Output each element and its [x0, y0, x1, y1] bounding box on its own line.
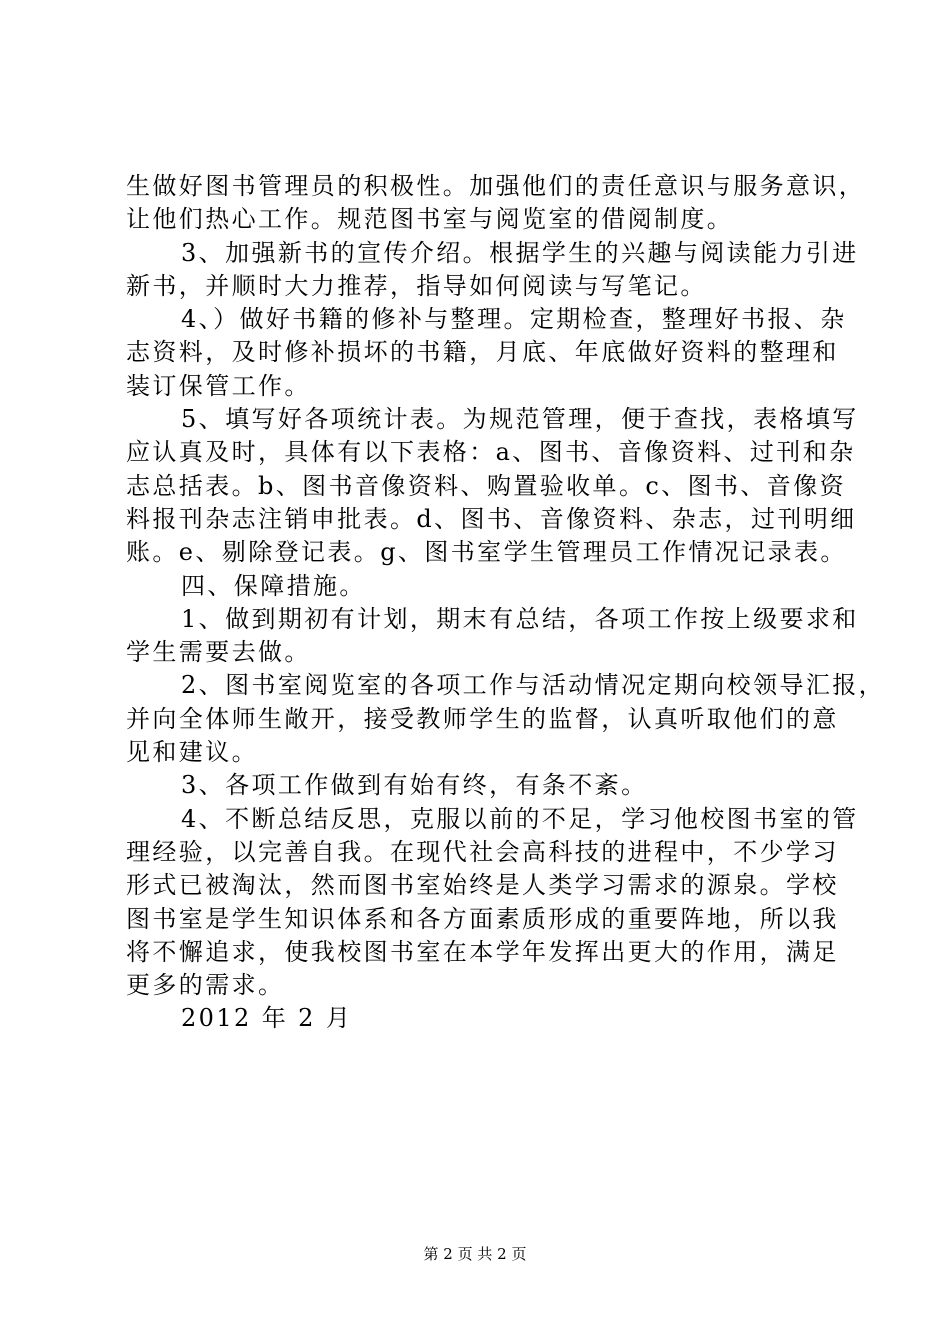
text-line: 理经验，以完善自我。在现代社会高科技的进程中，不少学习 [126, 837, 839, 866]
text-line: 3、加强新书的宣传介绍。根据学生的兴趣与阅读能力引进 [181, 238, 859, 267]
text-line: 1、做到期初有计划，期末有总结，各项工作按上级要求和 [181, 604, 859, 633]
text-line: 并向全体师生敞开，接受教师学生的监督，认真听取他们的意 [126, 704, 839, 733]
text-line: 装订保管工作。 [126, 371, 311, 400]
text-line: 新书，并顺时大力推荐，指导如何阅读与写笔记。 [126, 271, 707, 300]
text-line: 更多的需求。 [126, 971, 285, 1000]
text-line: 图书室是学生知识体系和各方面素质形成的重要阵地，所以我 [126, 904, 839, 933]
text-line: 4、）做好书籍的修补与整理。定期检查，整理好书报、杂 [181, 305, 847, 334]
text-line: 志资料，及时修补损坏的书籍，月底、年底做好资料的整理和 [126, 338, 839, 367]
text-line: 将不懈追求，使我校图书室在本学年发挥出更大的作用，满足 [126, 937, 839, 966]
text-line: 料报刊杂志注销申批表。d、图书、音像资料、杂志，过刊明细 [126, 504, 857, 533]
text-line: 形式已被淘汰，然而图书室始终是人类学习需求的源泉。学校 [126, 871, 839, 900]
page-number-footer: 第 2 页 共 2 页 [423, 1245, 527, 1263]
text-line: 5、填写好各项统计表。为规范管理，便于查找，表格填写 [181, 405, 859, 434]
text-line: 账。e、剔除登记表。g、图书室学生管理员工作情况记录表。 [126, 538, 847, 567]
text-line: 3、各项工作做到有始有终，有条不紊。 [181, 771, 648, 800]
text-line: 见和建议。 [126, 738, 258, 767]
text-line: 应认真及时，具体有以下表格：a、图书、音像资料、过刊和杂 [126, 438, 856, 467]
text-line: 4、不断总结反思，克服以前的不足，学习他校图书室的管 [181, 804, 859, 833]
text-line: 学生需要去做。 [126, 638, 311, 667]
text-line: 志总括表。b、图书音像资料、购置验收单。c、图书、音像资 [126, 471, 847, 500]
text-line: 2、图书室阅览室的各项工作与活动情况定期向校领导汇报， [181, 671, 886, 700]
text-line: 生做好图书管理员的积极性。加强他们的责任意识与服务意识， [126, 172, 866, 200]
document-date: 2012 年 2 月 [181, 1004, 353, 1033]
section-heading: 四、保障措施。 [181, 571, 366, 600]
document-body [126, 170, 886, 1036]
text-line: 让他们热心工作。规范图书室与阅览室的借阅制度。 [126, 205, 734, 234]
